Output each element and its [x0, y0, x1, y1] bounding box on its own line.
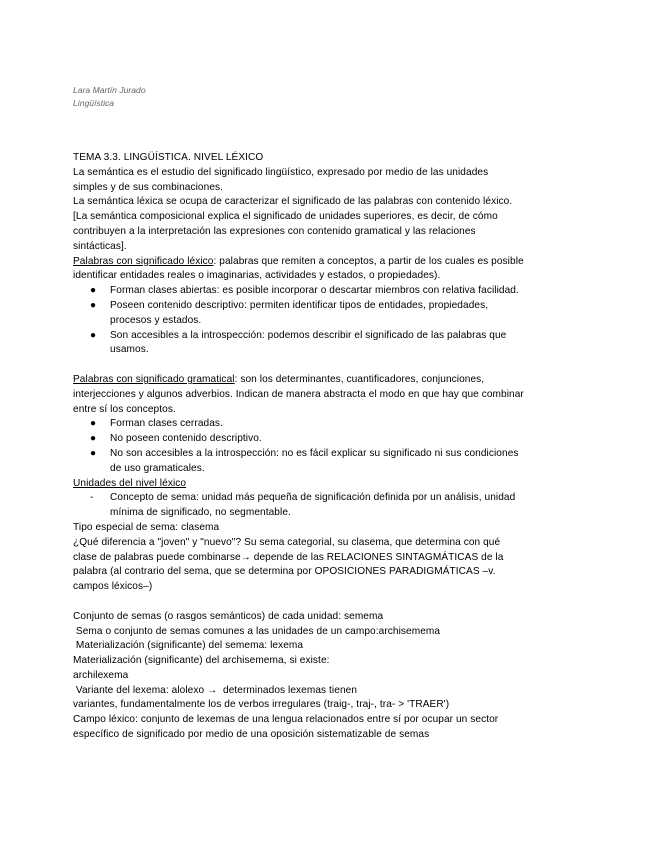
- line-alolexo: Variante del lexema: alolexo → determinados lexemas tienen: [73, 684, 358, 696]
- dash-marker: -: [90, 492, 94, 504]
- heading-palabras-lexicas: Palabras con significado léxico: [73, 255, 214, 267]
- line-lexema: Materialización (significante) del semema: lexema: [73, 640, 304, 652]
- list-item-text: Poseen contenido descriptivo: permiten identificar tipos de entidades, propiedades, procesos y estados.: [110, 299, 489, 326]
- bullet-marker: ●: [90, 285, 97, 297]
- paragraph-palabras-gramaticales: [73, 373, 525, 417]
- list-gramaticales: [73, 417, 525, 476]
- document-header: [73, 84, 146, 110]
- paragraph-semantica-lexica: La semántica léxica se ocupa de caracterizar el significado de las palabras con contenido léxico.: [73, 196, 513, 208]
- list-item-text: Concepto de sema: unidad más pequeña de significación definida por un análisis, unidad mínima de significado, no segmentable.: [110, 492, 516, 519]
- heading-unidades: Unidades del nivel léxico: [73, 477, 187, 489]
- list-item-text: No son accesibles a la introspección: no es fácil explicar su significado ni sus condiciones de uso gramaticales.: [110, 447, 519, 474]
- line-archisemema-materializacion: Materialización (significante) del archisemema, si existe:: [73, 655, 330, 667]
- subject-name: Lingüística: [73, 98, 115, 108]
- document-body: [73, 151, 525, 743]
- paragraph-clasema: Tipo especial de sema: clasema: [73, 521, 220, 533]
- list-item-text: No poseen contenido descriptivo.: [110, 433, 262, 445]
- list-lexicas: [73, 284, 525, 358]
- document-title: TEMA 3.3. LINGÜÍSTICA. NIVEL LÉXICO: [73, 152, 264, 163]
- list-unidades: [73, 491, 525, 521]
- bullet-marker: ●: [90, 329, 97, 341]
- paragraph-campo-lexico: Campo léxico: conjunto de lexemas de una lengua relacionados entre sí por ocupar un sector específico de significado por medio de una oposición sistematizable de semas: [73, 714, 499, 741]
- line-archisemema: Sema o conjunto de semas comunes a las unidades de un campo:archisemema: [73, 625, 441, 637]
- line-semema: Conjunto de semas (o rasgos semánticos) de cada unidad: semema: [73, 610, 384, 622]
- list-item: [73, 432, 525, 447]
- bullet-marker: ●: [90, 418, 97, 430]
- paragraph-pregunta: ¿Qué diferencia a "joven" y "nuevo"? Su sema categorial, su clasema, que determina con qué clase de palabras puede combinarse→ depende de las RELACIONES SINTAGMÁTICAS de la palabra (al contrario del sema, que se determina por OPOSICIONES PARADIGMÁTICAS –v. campos léxicos–): [73, 536, 504, 593]
- paragraph-semantica: La semántica es el estudio del significado lingüístico, expresado por medio de las unidades simples y de sus combinaciones.: [73, 166, 489, 193]
- text-palabras-lexicas: : palabras que remiten a conceptos, a partir de los cuales es posible identificar entidades reales o imaginarias, actividades y estados, o propiedades).: [73, 255, 524, 282]
- list-item-text: Son accesibles a la introspección: podemos describir el significado de las palabras que usamos.: [110, 329, 507, 356]
- list-item: [73, 299, 525, 329]
- list-item: [73, 284, 525, 299]
- list-item-text: Forman clases abiertas: es posible incorporar o descartar miembros con relativa facilidad.: [110, 285, 519, 297]
- author-name: Lara Martín Jurado: [73, 85, 146, 95]
- list-item: [73, 491, 525, 521]
- line-variantes: variantes, fundamentalmente los de verbos irregulares (traig-, traj-, tra- > 'TRAER'): [73, 699, 450, 711]
- list-item: [73, 329, 525, 359]
- bullet-marker: ●: [90, 433, 97, 445]
- bullet-marker: ●: [90, 299, 97, 311]
- bullet-marker: ●: [90, 447, 97, 459]
- heading-palabras-gramaticales: Palabras con significado gramatical: [73, 373, 235, 385]
- text-palabras-gramaticales: : son los determinantes, cuantificadores, conjunciones, interjecciones y algunos adverbios. Indican de manera abstracta el modo en que hay que combinar entre sí los conceptos.: [73, 373, 524, 415]
- list-item: [73, 417, 525, 432]
- line-archilexema: archilexema: [73, 669, 129, 681]
- spacer: [73, 595, 525, 610]
- list-item-text: Forman clases cerradas.: [110, 418, 223, 430]
- paragraph-semantica-composicional: [La semántica composicional explica el significado de unidades superiores, es decir, de cómo contribuyen a la interpretación las expresiones con contenido gramatical y las relaciones sintácticas].: [73, 211, 498, 252]
- list-item: [73, 447, 525, 477]
- spacer: [73, 358, 525, 373]
- paragraph-palabras-lexicas: [73, 255, 525, 285]
